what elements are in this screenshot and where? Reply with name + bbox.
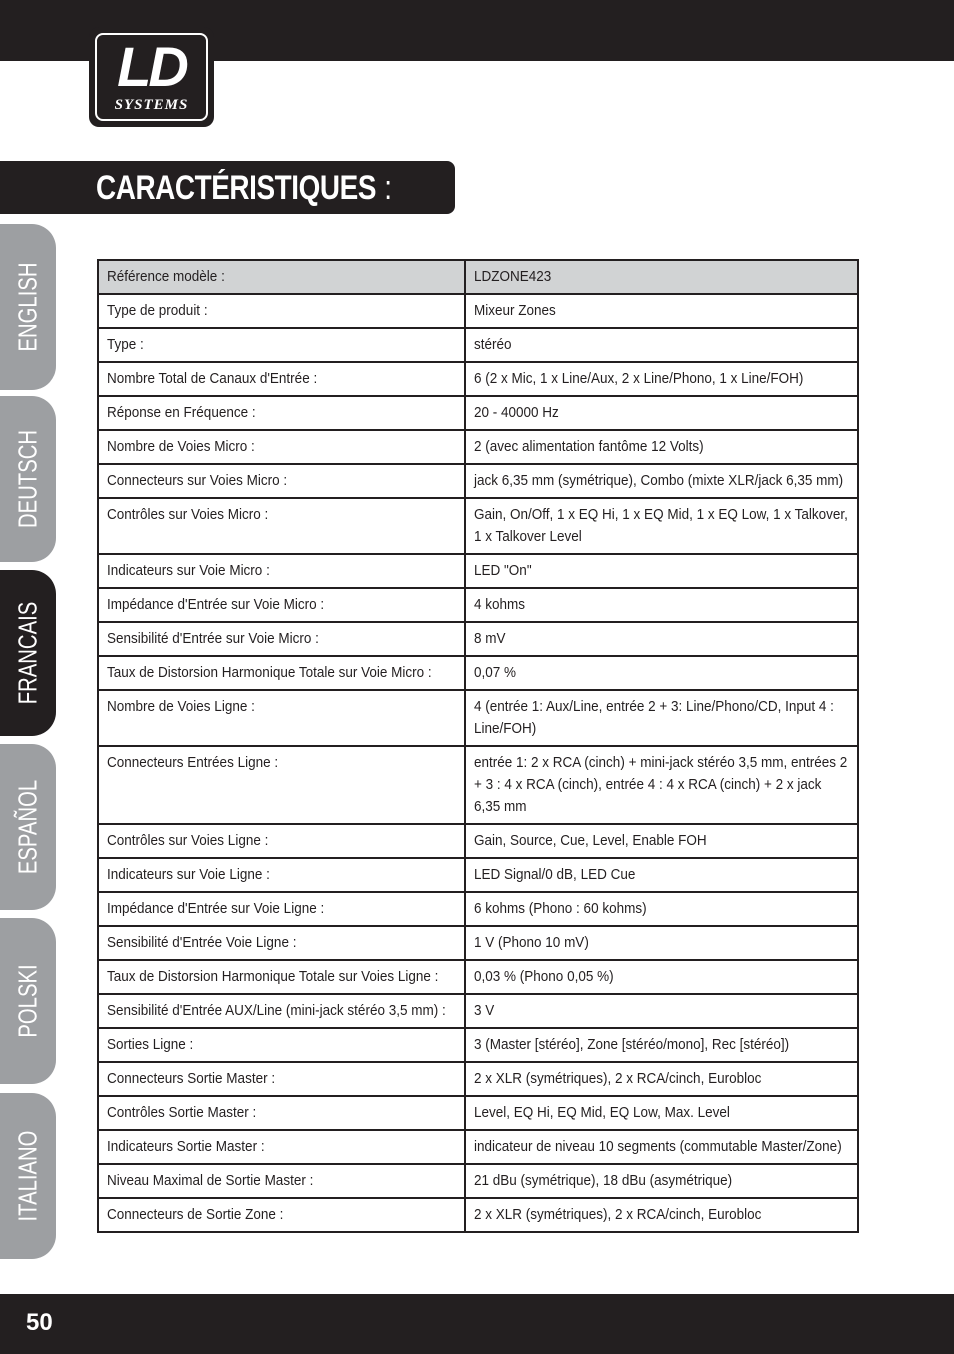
spec-value: 8 mV: [474, 630, 506, 647]
spec-value: 0,03 % (Phono 0,05 %): [474, 968, 614, 985]
spec-label-cell: [98, 1198, 465, 1232]
spec-value: 2 x XLR (symétriques), 2 x RCA/cinch, Eurobloc: [474, 1206, 762, 1223]
specifications-table-body: [98, 260, 858, 1232]
spec-label-cell: [98, 498, 465, 554]
spec-value-cell: [465, 1062, 858, 1096]
spec-value: 2 (avec alimentation fantôme 12 Volts): [474, 438, 704, 455]
table-row: [98, 328, 858, 362]
spec-label: Connecteurs sur Voies Micro :: [107, 472, 288, 489]
spec-label: Connecteurs Entrées Ligne :: [107, 754, 279, 771]
spec-value-cell: [465, 362, 858, 396]
spec-label: Contrôles sur Voies Micro :: [107, 506, 269, 523]
spec-value-cell: [465, 396, 858, 430]
spec-label-cell: [98, 858, 465, 892]
table-row: [98, 396, 858, 430]
table-row: [98, 588, 858, 622]
spec-label-cell: [98, 294, 465, 328]
spec-value: 4 (entrée 1: Aux/Line, entrée 2 + 3: Line/Phono/CD, Input 4 : Line/FOH): [474, 698, 834, 737]
spec-label: Sensibilité d'Entrée Voie Ligne :: [107, 934, 297, 951]
spec-value: stéréo: [474, 336, 512, 353]
table-row: [98, 824, 858, 858]
spec-label-cell: [98, 960, 465, 994]
spec-value-cell: [465, 328, 858, 362]
spec-label-cell: [98, 690, 465, 746]
table-row: [98, 622, 858, 656]
spec-label-cell: [98, 362, 465, 396]
section-title-text: CARACTÉRISTIQUES: [96, 169, 377, 207]
spec-label: Impédance d'Entrée sur Voie Micro :: [107, 596, 325, 613]
table-row: [98, 1028, 858, 1062]
tab-polski[interactable]: [0, 918, 56, 1084]
spec-label: Indicateurs Sortie Master :: [107, 1138, 265, 1155]
table-row: [98, 554, 858, 588]
spec-label: Niveau Maximal de Sortie Master :: [107, 1172, 314, 1189]
tab-label: FRANCAIS: [12, 601, 43, 705]
table-row: [98, 1130, 858, 1164]
table-row: [98, 294, 858, 328]
table-row: [98, 498, 858, 554]
table-row: [98, 1164, 858, 1198]
spec-label-cell: [98, 430, 465, 464]
table-row: [98, 858, 858, 892]
spec-value: LDZONE423: [474, 268, 552, 285]
spec-label: Référence modèle :: [107, 268, 225, 285]
spec-value: 6 (2 x Mic, 1 x Line/Aux, 2 x Line/Phono, 1 x Line/FOH): [474, 370, 804, 387]
spec-value-cell: [465, 1198, 858, 1232]
spec-value: 0,07 %: [474, 664, 517, 681]
section-title-bar: [0, 161, 455, 214]
spec-value-cell: [465, 960, 858, 994]
spec-value: LED "On": [474, 562, 532, 579]
spec-value: 3 V: [474, 1002, 495, 1019]
tab-label: ITALIANO: [12, 1130, 43, 1222]
spec-label-cell: [98, 926, 465, 960]
table-row: [98, 260, 858, 294]
spec-label: Connecteurs Sortie Master :: [107, 1070, 276, 1087]
spec-value-cell: [465, 430, 858, 464]
table-row: [98, 926, 858, 960]
spec-label: Connecteurs de Sortie Zone :: [107, 1206, 284, 1223]
spec-label-cell: [98, 260, 465, 294]
specifications-table: [97, 259, 859, 1233]
spec-label: Contrôles sur Voies Ligne :: [107, 832, 269, 849]
spec-value: Gain, Source, Cue, Level, Enable FOH: [474, 832, 707, 849]
spec-label: Nombre Total de Canaux d'Entrée :: [107, 370, 318, 387]
table-row: [98, 464, 858, 498]
page-number: 50: [26, 1309, 53, 1336]
spec-label: Indicateurs sur Voie Ligne :: [107, 866, 270, 883]
spec-label-cell: [98, 746, 465, 824]
section-title-colon: :: [384, 169, 392, 207]
spec-label: Type :: [107, 336, 144, 353]
table-row: [98, 746, 858, 824]
spec-label-cell: [98, 656, 465, 690]
tab-label: DEUTSCH: [12, 429, 43, 529]
table-row: [98, 656, 858, 690]
spec-value: Mixeur Zones: [474, 302, 556, 319]
spec-label: Indicateurs sur Voie Micro :: [107, 562, 270, 579]
spec-value-cell: [465, 926, 858, 960]
spec-value: 1 V (Phono 10 mV): [474, 934, 589, 951]
table-row: [98, 960, 858, 994]
spec-label: Sorties Ligne :: [107, 1036, 194, 1053]
spec-label: Impédance d'Entrée sur Voie Ligne :: [107, 900, 325, 917]
spec-label-cell: [98, 396, 465, 430]
table-row: [98, 1198, 858, 1232]
table-row: [98, 690, 858, 746]
spec-label: Sensibilité d'Entrée AUX/Line (mini-jack stéréo 3,5 mm) :: [107, 1002, 446, 1019]
table-row: [98, 362, 858, 396]
spec-value: LED Signal/0 dB, LED Cue: [474, 866, 636, 883]
logo-badge: [95, 33, 208, 121]
spec-label-cell: [98, 1028, 465, 1062]
spec-value-cell: [465, 622, 858, 656]
spec-value-cell: [465, 994, 858, 1028]
spec-value: 4 kohms: [474, 596, 526, 613]
spec-value-cell: [465, 1164, 858, 1198]
tab-italiano[interactable]: [0, 1093, 56, 1259]
spec-value-cell: [465, 892, 858, 926]
spec-label: Contrôles Sortie Master :: [107, 1104, 257, 1121]
table-row: [98, 994, 858, 1028]
spec-label-cell: [98, 824, 465, 858]
spec-value: jack 6,35 mm (symétrique), Combo (mixte XLR/jack 6,35 mm): [474, 472, 844, 489]
spec-value-cell: [465, 588, 858, 622]
spec-label-cell: [98, 622, 465, 656]
tab-deutsch[interactable]: [0, 396, 56, 562]
spec-label-cell: [98, 1096, 465, 1130]
spec-label: Taux de Distorsion Harmonique Totale sur Voies Ligne :: [107, 968, 439, 985]
table-row: [98, 1096, 858, 1130]
spec-value-cell: [465, 1096, 858, 1130]
spec-value-cell: [465, 656, 858, 690]
logo-systems-text: SYSTEMS: [114, 97, 189, 113]
spec-label-cell: [98, 328, 465, 362]
tab-francais[interactable]: [0, 570, 56, 736]
logo-ld-text: LD: [117, 35, 186, 98]
spec-label-cell: [98, 464, 465, 498]
spec-label-cell: [98, 1062, 465, 1096]
section-title: [96, 168, 392, 208]
spec-value-cell: [465, 746, 858, 824]
bottom-bar: [0, 1294, 954, 1354]
spec-value-cell: [465, 464, 858, 498]
spec-value-cell: [465, 690, 858, 746]
spec-label: Taux de Distorsion Harmonique Totale sur Voie Micro :: [107, 664, 432, 681]
spec-label-cell: [98, 1130, 465, 1164]
spec-value: 3 (Master [stéréo], Zone [stéréo/mono], Rec [stéréo]): [474, 1036, 790, 1053]
spec-value-cell: [465, 294, 858, 328]
spec-label: Sensibilité d'Entrée sur Voie Micro :: [107, 630, 319, 647]
spec-value-cell: [465, 1130, 858, 1164]
spec-label: Nombre de Voies Micro :: [107, 438, 255, 455]
spec-value: indicateur de niveau 10 segments (commutable Master/Zone): [474, 1138, 842, 1155]
spec-value: entrée 1: 2 x RCA (cinch) + mini-jack stéréo 3,5 mm, entrées 2 + 3 : 4 x RCA (cinch), entrée 4 : 4 x RCA (cinch) + 2 x jack 6,35 mm: [474, 754, 848, 815]
spec-value-cell: [465, 554, 858, 588]
tab-espanol[interactable]: [0, 744, 56, 910]
spec-label: Nombre de Voies Ligne :: [107, 698, 255, 715]
spec-label-cell: [98, 588, 465, 622]
spec-value: Level, EQ Hi, EQ Mid, EQ Low, Max. Level: [474, 1104, 730, 1121]
spec-value-cell: [465, 858, 858, 892]
table-row: [98, 1062, 858, 1096]
spec-value: 2 x XLR (symétriques), 2 x RCA/cinch, Eurobloc: [474, 1070, 762, 1087]
spec-label: Réponse en Fréquence :: [107, 404, 256, 421]
spec-label: Type de produit :: [107, 302, 208, 319]
spec-value-cell: [465, 260, 858, 294]
table-row: [98, 892, 858, 926]
tab-english[interactable]: [0, 224, 56, 390]
tab-label: POLSKI: [12, 964, 43, 1038]
spec-value: 21 dBu (symétrique), 18 dBu (asymétrique): [474, 1172, 733, 1189]
tab-label: ESPAÑOL: [12, 779, 43, 875]
ld-systems-logo: [89, 27, 214, 127]
spec-value: Gain, On/Off, 1 x EQ Hi, 1 x EQ Mid, 1 x EQ Low, 1 x Talkover, 1 x Talkover Level: [474, 506, 848, 545]
spec-value: 20 - 40000 Hz: [474, 404, 559, 421]
spec-label-cell: [98, 994, 465, 1028]
spec-label-cell: [98, 892, 465, 926]
tab-label: ENGLISH: [12, 262, 43, 352]
spec-value-cell: [465, 824, 858, 858]
spec-label-cell: [98, 554, 465, 588]
spec-label-cell: [98, 1164, 465, 1198]
spec-value: 6 kohms (Phono : 60 kohms): [474, 900, 647, 917]
table-row: [98, 430, 858, 464]
spec-value-cell: [465, 1028, 858, 1062]
spec-value-cell: [465, 498, 858, 554]
